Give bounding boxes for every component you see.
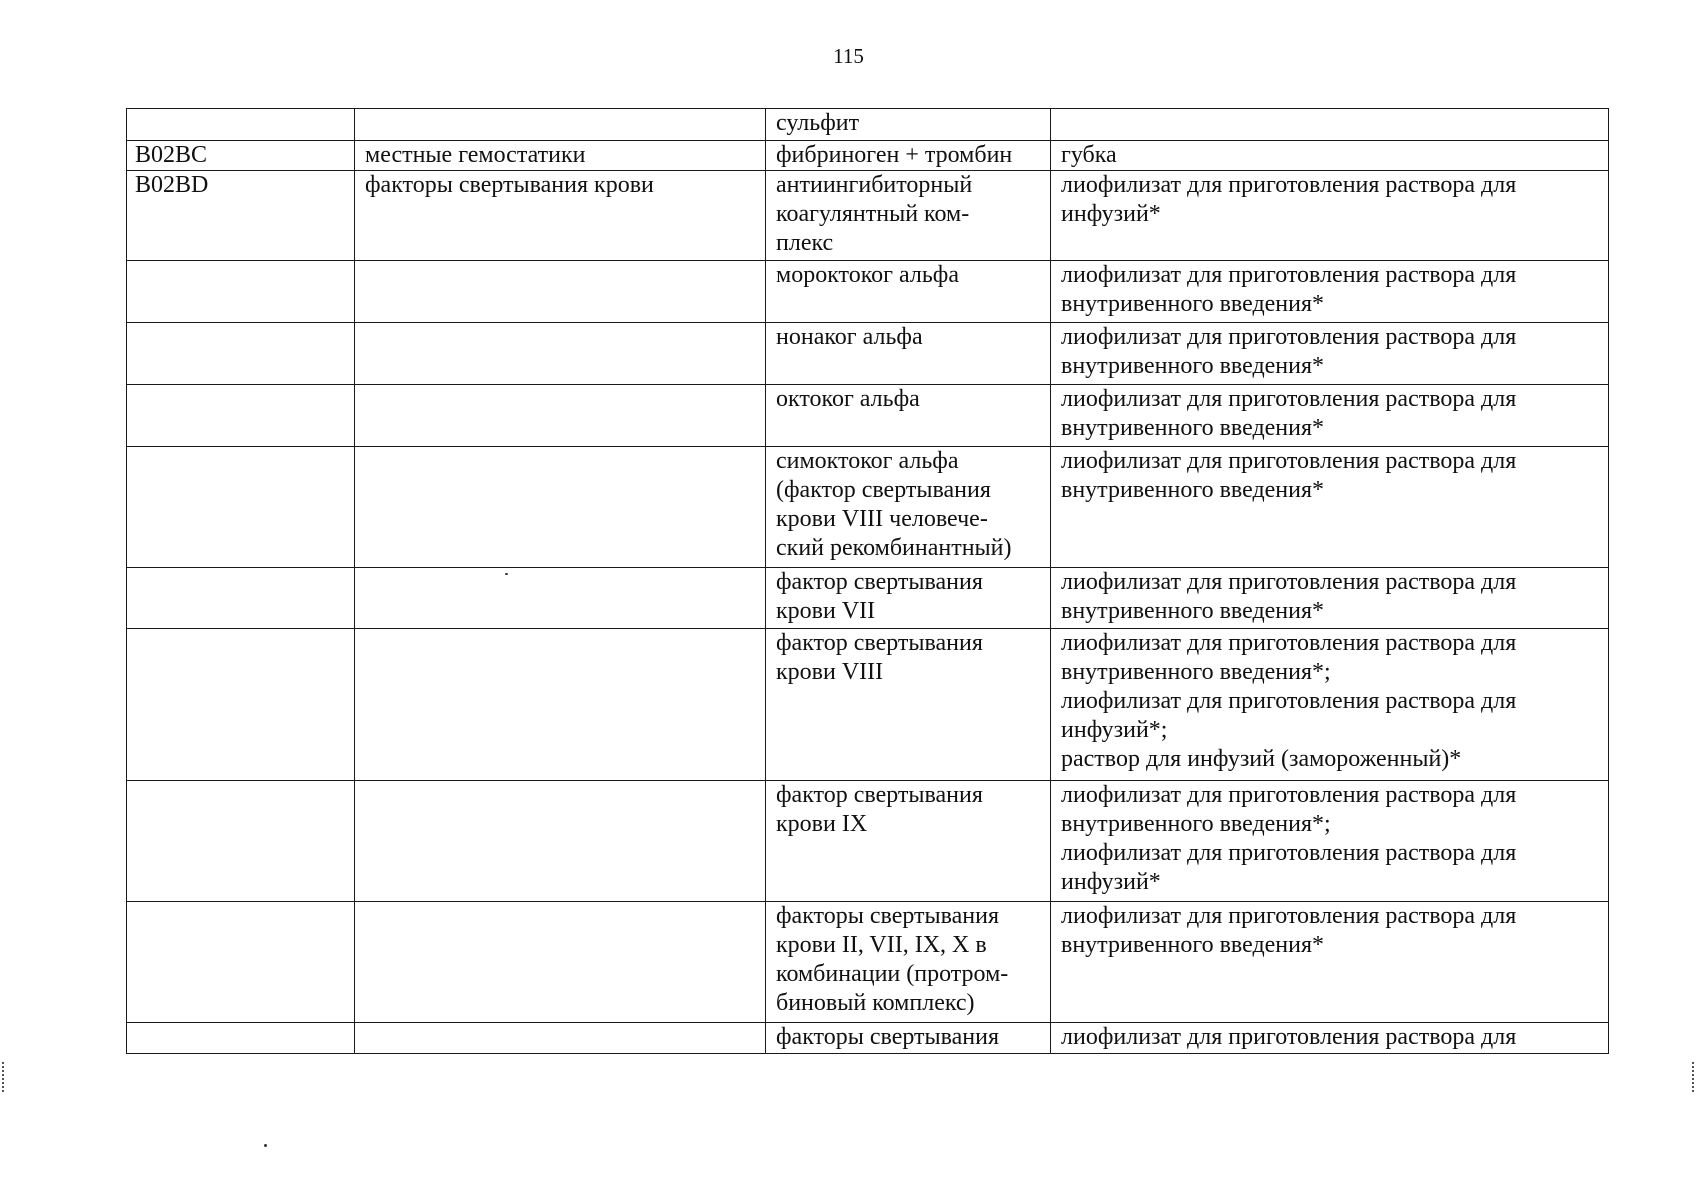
drug-name-line: крови II, VII, IX, X в bbox=[776, 932, 987, 958]
dosage-form-line: лиофилизат для приготовления раствора для bbox=[1061, 903, 1517, 929]
cell-dosage-form bbox=[1051, 323, 1609, 385]
table-row bbox=[127, 568, 1609, 629]
dosage-form-line: лиофилизат для приготовления раствора для bbox=[1061, 630, 1517, 656]
dosage-form-line: лиофилизат для приготовления раствора для bbox=[1061, 386, 1517, 412]
dosage-form-line: инфузий* bbox=[1061, 869, 1161, 895]
cell-dosage-form bbox=[1051, 902, 1609, 1023]
cell-atc-code bbox=[127, 323, 355, 385]
cell-drug-name bbox=[766, 781, 1051, 902]
drug-name-line: антиингибиторный bbox=[776, 172, 973, 198]
cell-dosage-form bbox=[1051, 171, 1609, 261]
dosage-form-line: инфузий* bbox=[1061, 201, 1161, 227]
dosage-form-line: внутривенного введения* bbox=[1061, 477, 1325, 503]
dosage-form-line: лиофилизат для приготовления раствора для bbox=[1061, 688, 1517, 714]
table-row bbox=[127, 781, 1609, 902]
table-row bbox=[127, 902, 1609, 1023]
drug-name-line: крови VII bbox=[776, 598, 876, 624]
cell-atc-code bbox=[127, 385, 355, 447]
cell-atc-code bbox=[127, 781, 355, 902]
dosage-form-line: внутривенного введения* bbox=[1061, 353, 1325, 379]
dosage-form-line: лиофилизат для приготовления раствора для bbox=[1061, 448, 1517, 474]
dosage-form-line: внутривенного введения* bbox=[1061, 598, 1325, 624]
drug-name-line: мороктоког альфа bbox=[776, 262, 959, 288]
dosage-form-line: инфузий*; bbox=[1061, 717, 1168, 743]
dosage-form-line: лиофилизат для приготовления раствора для bbox=[1061, 324, 1517, 350]
cell-atc-code bbox=[127, 902, 355, 1023]
table-row bbox=[127, 629, 1609, 781]
cell-atc-code: B02BD bbox=[127, 171, 355, 261]
drug-name-line: плекс bbox=[776, 230, 834, 256]
cell-group bbox=[355, 568, 766, 629]
drug-name-line: крови IX bbox=[776, 811, 868, 837]
drug-table bbox=[126, 108, 1609, 1054]
table-row bbox=[127, 1023, 1609, 1054]
drug-name-line: факторы свертывания bbox=[776, 903, 1000, 929]
drug-name-line: нонаког альфа bbox=[776, 324, 923, 350]
edge-mark-left bbox=[2, 1062, 4, 1092]
drug-name-line: фибриноген + тромбин bbox=[776, 142, 1013, 168]
cell-group bbox=[355, 323, 766, 385]
dosage-form-line: внутривенного введения*; bbox=[1061, 659, 1331, 685]
cell-atc-code bbox=[127, 1023, 355, 1054]
cell-drug-name bbox=[766, 629, 1051, 781]
cell-dosage-form bbox=[1051, 261, 1609, 323]
cell-group bbox=[355, 109, 766, 141]
table-row bbox=[127, 447, 1609, 568]
edge-mark-right bbox=[1692, 1062, 1694, 1092]
table-row bbox=[127, 261, 1609, 323]
drug-name-line: октоког альфа bbox=[776, 386, 920, 412]
drug-name-line: фактор свертывания bbox=[776, 569, 983, 595]
cell-dosage-form bbox=[1051, 629, 1609, 781]
cell-dosage-form bbox=[1051, 109, 1609, 141]
table-body bbox=[127, 109, 1609, 1054]
drug-name-line: факторы свертывания bbox=[776, 1024, 1000, 1050]
cell-dosage-form bbox=[1051, 1023, 1609, 1054]
drug-name-line: ский рекомбинантный) bbox=[776, 535, 1012, 561]
drug-name-line: крови VIII человече- bbox=[776, 506, 988, 532]
drug-name-line: биновый комплекс) bbox=[776, 990, 975, 1016]
cell-group bbox=[355, 1023, 766, 1054]
cell-drug-name bbox=[766, 323, 1051, 385]
dosage-form-line: внутривенного введения* bbox=[1061, 415, 1325, 441]
cell-atc-code: B02BC bbox=[127, 141, 355, 171]
cell-drug-name bbox=[766, 902, 1051, 1023]
cell-group bbox=[355, 629, 766, 781]
drug-name-line: симоктоког альфа bbox=[776, 448, 959, 474]
dosage-form-line: внутривенного введения* bbox=[1061, 291, 1325, 317]
cell-atc-code bbox=[127, 629, 355, 781]
cell-dosage-form bbox=[1051, 141, 1609, 171]
drug-name-line: (фактор свертывания bbox=[776, 477, 991, 503]
dosage-form-line: лиофилизат для приготовления раствора для bbox=[1061, 262, 1517, 288]
table-row bbox=[127, 109, 1609, 141]
cell-dosage-form bbox=[1051, 568, 1609, 629]
dosage-form-line: лиофилизат для приготовления раствора для bbox=[1061, 569, 1517, 595]
scan-speck bbox=[505, 573, 508, 575]
cell-atc-code bbox=[127, 447, 355, 568]
cell-drug-name bbox=[766, 568, 1051, 629]
table-row bbox=[127, 323, 1609, 385]
cell-group bbox=[355, 902, 766, 1023]
cell-drug-name bbox=[766, 447, 1051, 568]
cell-dosage-form bbox=[1051, 385, 1609, 447]
dosage-form-line: внутривенного введения*; bbox=[1061, 811, 1331, 837]
cell-drug-name bbox=[766, 109, 1051, 141]
page-number: 115 bbox=[833, 44, 864, 68]
dosage-form-line: лиофилизат для приготовления раствора для bbox=[1061, 1024, 1517, 1050]
drug-name-line: комбинации (протром- bbox=[776, 961, 1009, 987]
cell-group: местные гемостатики bbox=[355, 141, 766, 171]
cell-dosage-form bbox=[1051, 447, 1609, 568]
table-row bbox=[127, 385, 1609, 447]
dosage-form-line: раствор для инфузий (замороженный)* bbox=[1061, 746, 1462, 772]
drug-name-line: крови VIII bbox=[776, 659, 884, 685]
dosage-form-line: внутривенного введения* bbox=[1061, 932, 1325, 958]
cell-drug-name bbox=[766, 261, 1051, 323]
table-row bbox=[127, 141, 1609, 171]
dosage-form-line: лиофилизат для приготовления раствора для bbox=[1061, 782, 1517, 808]
table-row bbox=[127, 171, 1609, 261]
drug-name-line: сульфит bbox=[776, 110, 860, 136]
cell-atc-code bbox=[127, 568, 355, 629]
cell-group bbox=[355, 385, 766, 447]
cell-atc-code bbox=[127, 109, 355, 141]
dosage-form-line: губка bbox=[1061, 142, 1117, 168]
drug-name-line: коагулянтный ком- bbox=[776, 201, 970, 227]
drug-name-line: фактор свертывания bbox=[776, 630, 983, 656]
dosage-form-line: лиофилизат для приготовления раствора для bbox=[1061, 172, 1517, 198]
cell-drug-name bbox=[766, 385, 1051, 447]
cell-group: факторы свертывания крови bbox=[355, 171, 766, 261]
cell-drug-name bbox=[766, 1023, 1051, 1054]
cell-drug-name bbox=[766, 141, 1051, 171]
cell-drug-name bbox=[766, 171, 1051, 261]
cell-group bbox=[355, 447, 766, 568]
cell-atc-code bbox=[127, 261, 355, 323]
cell-dosage-form bbox=[1051, 781, 1609, 902]
dosage-form-line: лиофилизат для приготовления раствора для bbox=[1061, 840, 1517, 866]
cell-group bbox=[355, 781, 766, 902]
drug-name-line: фактор свертывания bbox=[776, 782, 983, 808]
scan-speck bbox=[264, 1144, 267, 1147]
cell-group bbox=[355, 261, 766, 323]
